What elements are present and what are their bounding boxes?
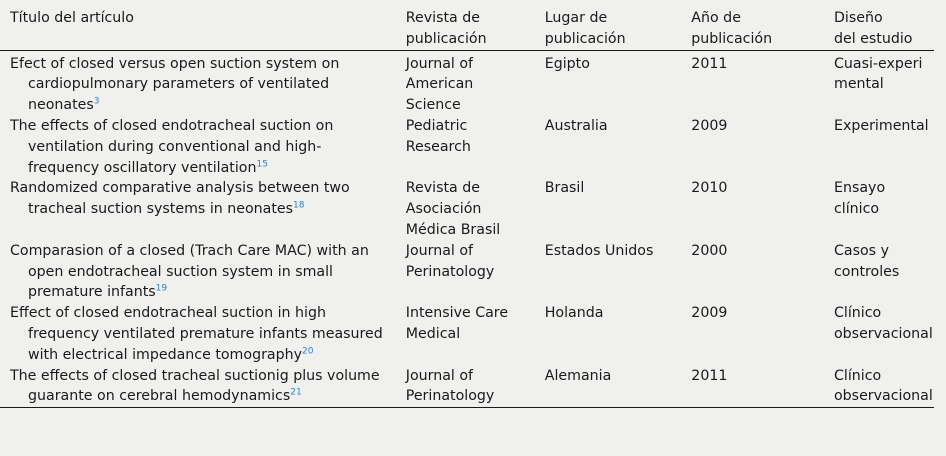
reference-number[interactable]: 19 xyxy=(155,283,168,294)
title-wrap xyxy=(10,178,384,220)
cell-place: Holanda xyxy=(544,305,604,322)
cell-title xyxy=(0,50,396,116)
cell-year: 2000 xyxy=(691,242,728,259)
cell-journal: Pediatric Research xyxy=(405,117,471,155)
header-journal-text: Revista de publicación xyxy=(405,10,487,47)
cell-place: Australia xyxy=(544,117,608,134)
table-body xyxy=(0,50,934,408)
header-design xyxy=(822,8,934,50)
cell-journal: Journal of Perinatology xyxy=(405,367,495,405)
cell-journal: Intensive Care Medical xyxy=(405,305,509,342)
studies-table xyxy=(0,8,934,408)
title-wrap xyxy=(10,54,384,116)
cell-design: Ensayo clínico xyxy=(834,180,886,218)
table-row xyxy=(0,241,934,303)
reference-number[interactable]: 3 xyxy=(93,96,100,107)
cell-design xyxy=(822,50,934,116)
cell-title xyxy=(0,366,396,408)
article-title: Effect of closed endotracheal suction in high frequency ventilated premature infants measured with electrical impedance tomography xyxy=(10,305,383,363)
design-text: Cuasi-experimental xyxy=(834,55,923,93)
table-header xyxy=(0,8,934,50)
header-title: Título del artículo xyxy=(10,10,134,26)
cell-title xyxy=(0,241,396,303)
article-title: Comparasion of a closed (Trach Care MAC) with an open endotracheal suction system in small premature infants xyxy=(10,242,369,301)
table-row xyxy=(0,303,934,365)
header-design-text: Diseño del estudio xyxy=(834,10,913,47)
header-place-text: Lugar de publicación xyxy=(544,10,626,47)
header-year xyxy=(681,8,822,50)
reference-number[interactable]: 18 xyxy=(293,200,305,211)
cell-design: Casos y controles xyxy=(834,242,900,280)
table-row xyxy=(0,366,934,408)
cell-design: Clínico observacional xyxy=(834,305,933,342)
header-year-text: Año de publicación xyxy=(691,10,773,47)
cell-journal: Journal of American Science xyxy=(405,55,474,114)
cell-place: Egipto xyxy=(544,55,590,72)
cell-design: Experimental xyxy=(834,117,929,134)
cell-year: 2009 xyxy=(691,117,728,134)
table-row xyxy=(0,116,934,178)
article-title: The effects of closed endotracheal suction on ventilation during conventional and high-frequency oscillatory ventilation xyxy=(10,117,334,176)
cell-place: Estados Unidos xyxy=(544,242,654,259)
cell-title xyxy=(0,178,396,240)
cell-year: 2011 xyxy=(691,55,728,72)
header-row xyxy=(0,8,934,50)
title-wrap xyxy=(10,366,384,408)
reference-number[interactable]: 15 xyxy=(256,158,268,169)
cell-journal: Journal of Perinatology xyxy=(405,242,495,280)
cell-year: 2009 xyxy=(691,305,728,322)
cell-design: Clínico observacional xyxy=(834,367,933,405)
table-row xyxy=(0,178,934,240)
cell-title xyxy=(0,303,396,365)
cell-year: 2011 xyxy=(691,367,728,384)
title-wrap xyxy=(10,303,384,365)
article-title: Randomized comparative analysis between two tracheal suction systems in neonates xyxy=(10,180,350,218)
table-row xyxy=(0,50,934,116)
title-wrap xyxy=(10,241,384,303)
cell-place: Alemania xyxy=(544,367,612,384)
article-title: Efect of closed versus open suction system on cardiopulmonary parameters of ventilated neonates xyxy=(10,55,340,114)
title-wrap xyxy=(10,116,384,178)
cell-year: 2010 xyxy=(691,180,728,197)
reference-number[interactable]: 20 xyxy=(302,346,314,357)
cell-journal: Revista de Asociación Médica Brasil xyxy=(405,180,501,238)
cell-place: Brasil xyxy=(544,180,585,197)
cell-title xyxy=(0,116,396,178)
header-place xyxy=(533,8,682,50)
header-journal xyxy=(396,8,533,50)
reference-number[interactable]: 21 xyxy=(290,387,302,398)
article-title: The effects of closed tracheal suctionig plus volume guarante on cerebral hemodynamics xyxy=(10,367,380,405)
